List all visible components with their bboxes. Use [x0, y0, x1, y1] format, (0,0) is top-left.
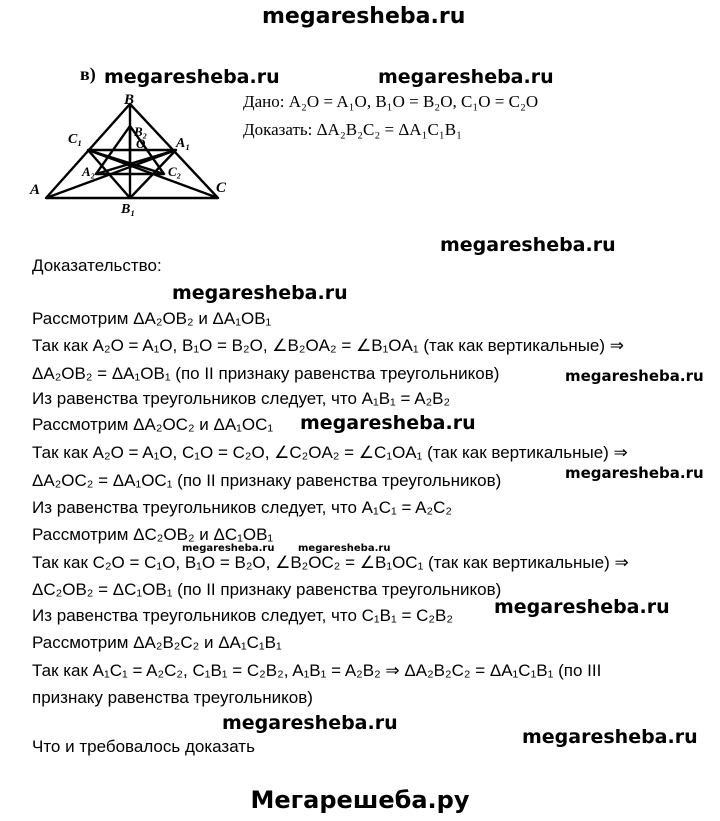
proof-line: Так как A₂O = A₁O, C₁O = C₂O, ∠C₂OA₂ = ∠C₁OA₁ (так как вертикальные) ⇒ — [32, 443, 628, 462]
label-B2: B₂ — [134, 124, 148, 139]
watermark: megaresheba.ru — [440, 234, 616, 256]
label-C: C — [216, 180, 227, 196]
watermark: megaresheba.ru — [565, 367, 704, 385]
given-statement: Дано: A₂O = A₁O, B₁O = B₂O, C₁O = C₂O — [243, 92, 539, 111]
label-O: O — [136, 136, 146, 151]
proof-line: Рассмотрим ΔA₂OB₂ и ΔA₁OB₁ — [32, 309, 272, 328]
watermark: megaresheba.ru — [522, 726, 698, 748]
proof-line: Рассмотрим ΔA₂B₂C₂ и ΔA₁C₁B₁ — [32, 633, 282, 652]
proof-line: Из равенства треугольников следует, что C₁B₁ = C₂B₂ — [32, 606, 453, 625]
label-B1: B₁ — [121, 202, 136, 217]
proof-line: Так как C₂O = C₁O, B₁O = B₂O, ∠B₂OC₂ = ∠B₁OC₁ (так как вертикальные) ⇒ — [32, 553, 629, 572]
proof-line: ΔC₂OB₂ = ΔC₁OB₁ (по II признаку равенства треугольников) — [32, 580, 502, 599]
watermark: megaresheba.ru — [104, 66, 280, 88]
watermark: megaresheba.ru — [222, 712, 398, 734]
proof-line: Из равенства треугольников следует, что A₁C₁ = A₂C₂ — [32, 498, 452, 517]
watermark: megaresheba.ru — [565, 464, 704, 482]
proof-line: признаку равенства треугольников) — [32, 688, 313, 707]
label-A1: A₁ — [176, 136, 191, 151]
proof-heading: Доказательство: — [32, 256, 162, 275]
label-A: A — [30, 182, 41, 198]
footer-watermark: Мегарешеба.ру — [250, 786, 470, 814]
label-A2: A₂ — [82, 164, 96, 179]
label-C1: C₁ — [68, 132, 83, 147]
proof-line: Рассмотрим ΔA₂OC₂ и ΔA₁OC₁ — [32, 415, 274, 434]
proof-line: ΔA₂OB₂ = ΔA₁OB₁ (по II признаку равенства треугольников) — [32, 364, 500, 383]
watermark: megaresheba.ru — [378, 66, 554, 88]
proof-line: Из равенства треугольников следует, что A₁B₁ = A₂B₂ — [32, 389, 451, 408]
to-prove-statement: Доказать: ΔA₂B₂C₂ = ΔA₁C₁B₁ — [243, 120, 463, 139]
proof-line: ΔA₂OC₂ = ΔA₁OC₁ (по II признаку равенства треугольников) — [32, 471, 502, 490]
watermark: megaresheba.ru — [300, 412, 476, 434]
watermark: megaresheba.ru — [494, 596, 670, 618]
proof-line: Рассмотрим ΔC₂OB₂ и ΔC₁OB₁ — [32, 525, 274, 544]
proof-line: Так как A₁C₁ = A₂C₂, C₁B₁ = C₂B₂, A₁B₁ = A₂B₂ ⇒ ΔA₂B₂C₂ = ΔA₁C₁B₁ (по III — [32, 661, 602, 680]
proof-line: Что и требовалось доказать — [32, 737, 255, 756]
label-C2: C₂ — [168, 164, 182, 179]
watermark: megaresheba.ru — [172, 282, 348, 304]
proof-line: Так как A₂O = A₁O, B₁O = B₂O, ∠B₂OA₂ = ∠B₁OA₁ (так как вертикальные) ⇒ — [32, 336, 625, 355]
watermark: megaresheba.ru — [182, 543, 275, 554]
label-B: B — [124, 92, 135, 108]
header-watermark: megaresheba.ru — [262, 4, 466, 29]
part-label: в) — [80, 64, 96, 84]
watermark: megaresheba.ru — [298, 543, 391, 554]
